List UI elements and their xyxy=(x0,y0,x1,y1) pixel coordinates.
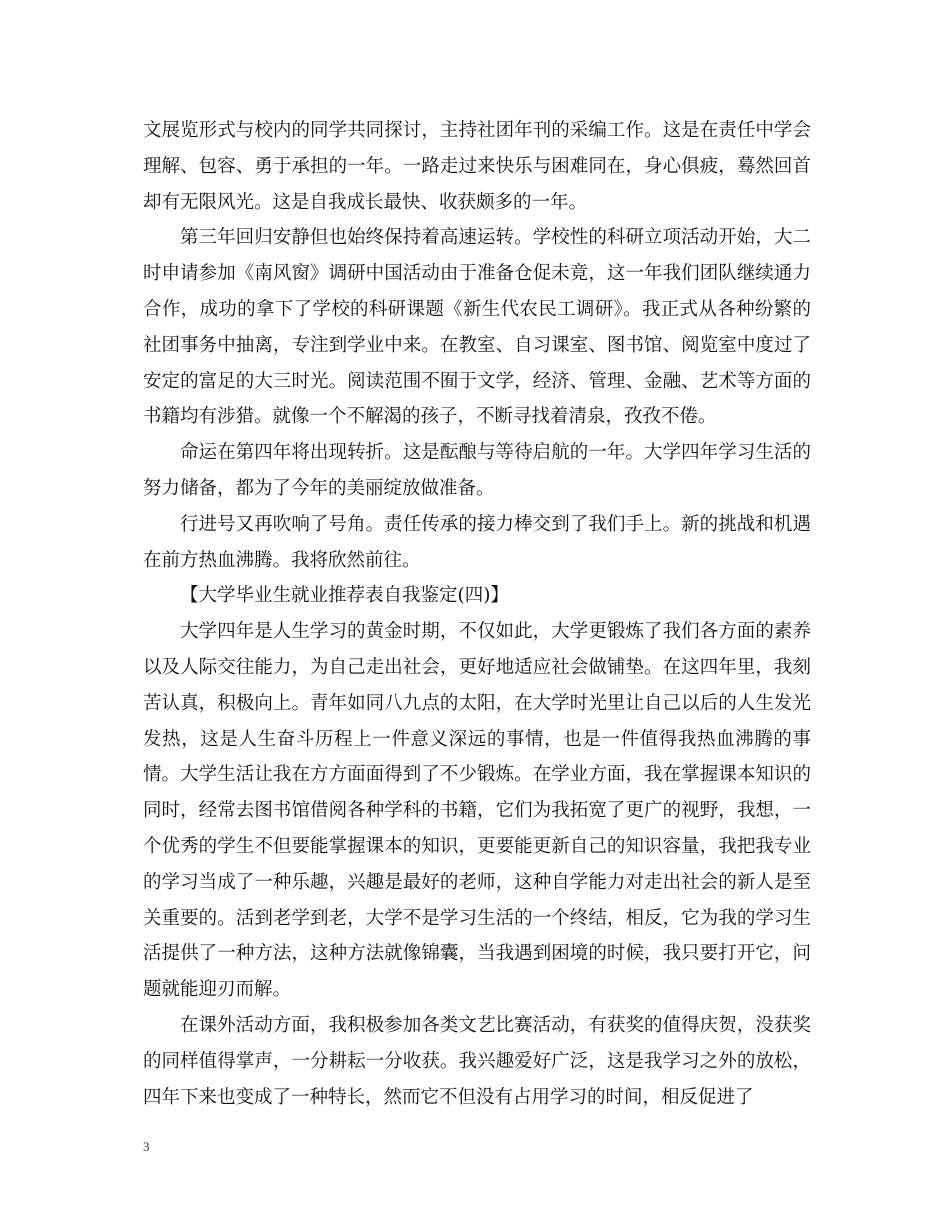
paragraph-4: 行进号又再吹响了号角。责任传承的接力棒交到了我们手上。新的挑战和机遇在前方热血沸腾。我将欣然前往。 xyxy=(143,513,811,571)
paragraph-5: 大学四年是人生学习的黄金时期，不仅如此，大学更锻炼了我们各方面的素养以及人际交往能力，为自己走出社会，更好地适应社会做铺垫。在这四年里，我刻苦认真，积极向上。青年如同八九点的太阳，在大学时光里让自己以后的人生发光发热，这是人生奋斗历程上一件意义深远的事情，也是一件值得我热血沸腾的事情。大学生活让我在方方面面得到了不少锻炼。在学业方面，我在掌握课本知识的同时，经常去图书馆借阅各种学科的书籍，它们为我拓宽了更广的视野，我想，一个优秀的学生不但要能掌握课本的知识，更要能更新自己的知识容量，我把我专业的学习当成了一种乐趣，兴趣是最好的老师，这种自学能力对走出社会的新人是至关重要的。活到老学到老，大学不是学习生活的一个终结，相反，它为我的学习生活提供了一种方法，这种方法就像锦囊，当我遇到困境的时候，我只要打开它，问题就能迎刃而解。 xyxy=(143,621,811,1001)
page-number: 3 xyxy=(143,1139,150,1154)
section-heading: 【大学毕业生就业推荐表自我鉴定(四)】 xyxy=(180,585,509,607)
paragraph-2: 第三年回归安静但也始终保持着高速运转。学校性的科研立项活动开始，大二时申请参加《南风窗》调研中国活动由于准备仓促未竟，这一年我们团队继续通力合作，成功的拿下了学校的科研课题《新生代农民工调研》。我正式从各种纷繁的社团事务中抽离，专注到学业中来。在教室、自习课室、图书馆、阅览室中度过了安定的富足的大三时光。阅读范围不囿于文学，经济、管理、金融、艺术等方面的书籍均有涉猎。就像一个不解渴的孩子，不断寻找着清泉，孜孜不倦。 xyxy=(143,227,811,428)
paragraph-1: 文展览形式与校内的同学共同探讨，主持社团年刊的采编工作。这是在责任中学会理解、包容、勇于承担的一年。一路走过来快乐与困难同在，身心俱疲，蓦然回首却有无限风光。这是自我成长最快、收获颇多的一年。 xyxy=(143,120,811,213)
body-text xyxy=(143,113,811,1115)
paragraph-6: 在课外活动方面，我积极参加各类文艺比赛活动，有获奖的值得庆贺，没获奖的同样值得掌声，一分耕耘一分收获。我兴趣爱好广泛，这是我学习之外的放松，四年下来也变成了一种特长，然而它不但没有占用学习的时间，相反促进了 xyxy=(143,1014,811,1108)
paragraph-3: 命运在第四年将出现转折。这是酝酿与等待启航的一年。大学四年学习生活的努力储备，都为了今年的美丽绽放做准备。 xyxy=(143,442,811,499)
